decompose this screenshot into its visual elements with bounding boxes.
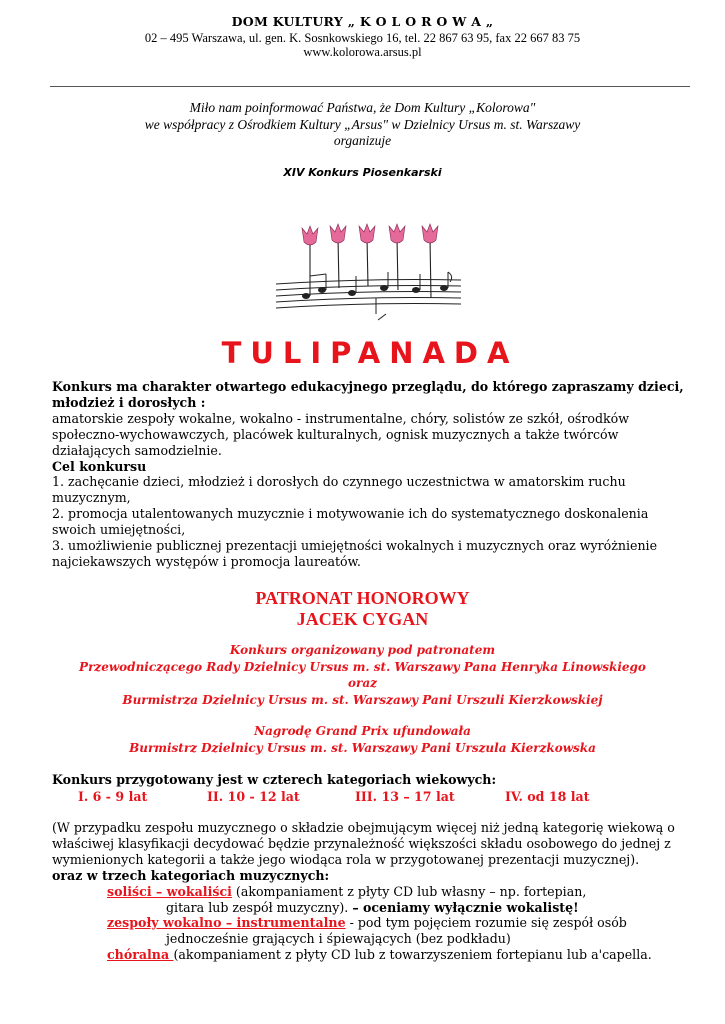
intro-line: Miło nam poinformować Państwa, że Dom Kultury „Kolorowa" xyxy=(189,100,536,115)
category-soloists xyxy=(52,884,702,900)
patronage-heading: PATRONAT HONOROWY xyxy=(255,588,470,608)
audience-line: działających samodzielnie. xyxy=(52,442,222,458)
category-bands-cont: jednocześnie grających i śpiewających (bez podkładu) xyxy=(166,931,511,947)
goal-line: 3. umożliwienie publicznej prezentacji umiejętności wokalnych i muzycznych oraz wyróżnienie xyxy=(52,538,658,554)
event-title: TULIPANADA xyxy=(221,336,519,370)
contest-description xyxy=(52,379,702,570)
patronage-line: Konkurs organizowany pod patronatem xyxy=(229,643,496,657)
goal-line: muzycznym, xyxy=(52,490,131,506)
soloists-desc-2: gitara lub zespół muzyczny). xyxy=(166,899,353,915)
patron-name: JACEK CYGAN xyxy=(296,609,429,629)
category-choral xyxy=(52,947,702,963)
tulip-music-logo xyxy=(266,198,466,328)
grand-prix xyxy=(0,723,725,756)
contest-name: XIV Konkurs Piosenkarski xyxy=(283,166,442,179)
bands-desc: - pod tym pojęciem rozumie się zespół osób xyxy=(345,915,627,931)
age-category: IV. od 18 lat xyxy=(505,789,590,804)
org-title: DOM KULTURY „ K O L O R O W A „ xyxy=(231,14,494,29)
header-divider xyxy=(50,86,690,87)
org-address: 02 – 495 Warszawa, ul. gen. K. Sosnkowskiego 16, tel. 22 867 63 95, fax 22 667 83 75 xyxy=(144,31,581,45)
soloists-emphasis: – oceniamy wyłącznie wokalistę! xyxy=(352,899,579,915)
intro-line: we współpracy z Ośrodkiem Kultury „Arsus" w Dzielnicy Ursus m. st. Warszawy xyxy=(144,116,581,132)
note-line: wymienionych kategorii a także jego wiodąca rola w przygotowanej prezentacji muzycznej). xyxy=(52,851,640,867)
soloists-desc: (akompaniament z płyty CD lub własny – np. fortepian, xyxy=(231,883,587,899)
choral-label: chóralna xyxy=(107,947,174,963)
goals-heading: Cel konkursu xyxy=(52,458,147,474)
goal-line: 1. zachęcanie dzieci, młodzież i dorosłych do czynnego uczestnictwa w amatorskim ruchu xyxy=(52,474,626,490)
lead-text: Konkurs ma charakter otwartego edukacyjnego przeglądu, do którego zapraszamy dzieci, xyxy=(52,379,684,394)
choral-desc: (akompaniament z płyty CD lub z towarzyszeniem fortepianu lub a'capella. xyxy=(173,947,652,963)
bands-label: zespoły wokalno – instrumentalne xyxy=(107,915,346,931)
goal-line: 2. promocja utalentowanych muzycznie i motywowanie ich do systematycznego doskonalenia xyxy=(52,506,649,522)
note-line: (W przypadku zespołu muzycznego o składzie obejmującym więcej niż jedną kategorię wiekową o xyxy=(52,820,675,835)
org-website[interactable]: www.kolorowa.arsus.pl xyxy=(303,45,422,59)
category-soloists-cont xyxy=(52,900,702,916)
grand-prix-line: Nagrodę Grand Prix ufundowała xyxy=(254,724,471,738)
honorary-patronage xyxy=(0,588,725,630)
age-category: II. 10 - 12 lat xyxy=(207,789,300,804)
note-line: właściwej klasyfikacji decydować będzie przynależność większości składu osobowego do jednej z xyxy=(52,835,671,851)
intro-text xyxy=(0,100,725,150)
goal-line: najciekawszych występów i promocja laureatów. xyxy=(52,553,361,569)
soloists-label: soliści – wokaliści xyxy=(107,883,232,899)
goal-line: swoich umiejętności, xyxy=(52,522,186,538)
patronage-organized xyxy=(0,642,725,708)
age-category: III. 13 – 17 lat xyxy=(355,789,455,804)
patronage-line: Burmistrza Dzielnicy Ursus m. st. Warszawy Pani Urszuli Kierzkowskiej xyxy=(122,692,603,707)
music-categories-heading: oraz w trzech kategoriach muzycznych: xyxy=(52,867,330,883)
tulip-flowers xyxy=(302,224,438,245)
audience-line: społeczno-wychowawczych, placówek kulturalnych, ognisk muzycznych a także twórców xyxy=(52,426,619,442)
category-notes xyxy=(52,820,702,963)
age-categories-heading: Konkurs przygotowany jest w czterech kategoriach wiekowych: xyxy=(52,772,497,787)
patronage-line: oraz xyxy=(348,676,377,690)
age-category: I. 6 - 9 lat xyxy=(78,789,148,804)
grand-prix-line: Burmistrz Dzielnicy Ursus m. st. Warszawy Pani Urszula Kierzkowska xyxy=(129,740,596,755)
audience-line: amatorskie zespoły wokalne, wokalno - instrumentalne, chóry, solistów ze szkół, ośrodków xyxy=(52,410,630,426)
patronage-line: Przewodniczącego Rady Dzielnicy Ursus m. st. Warszawy Pana Henryka Linowskiego xyxy=(79,659,646,674)
lead-text: młodzież i dorosłych : xyxy=(52,394,206,410)
category-bands xyxy=(52,915,702,931)
intro-line: organizuje xyxy=(333,133,392,148)
